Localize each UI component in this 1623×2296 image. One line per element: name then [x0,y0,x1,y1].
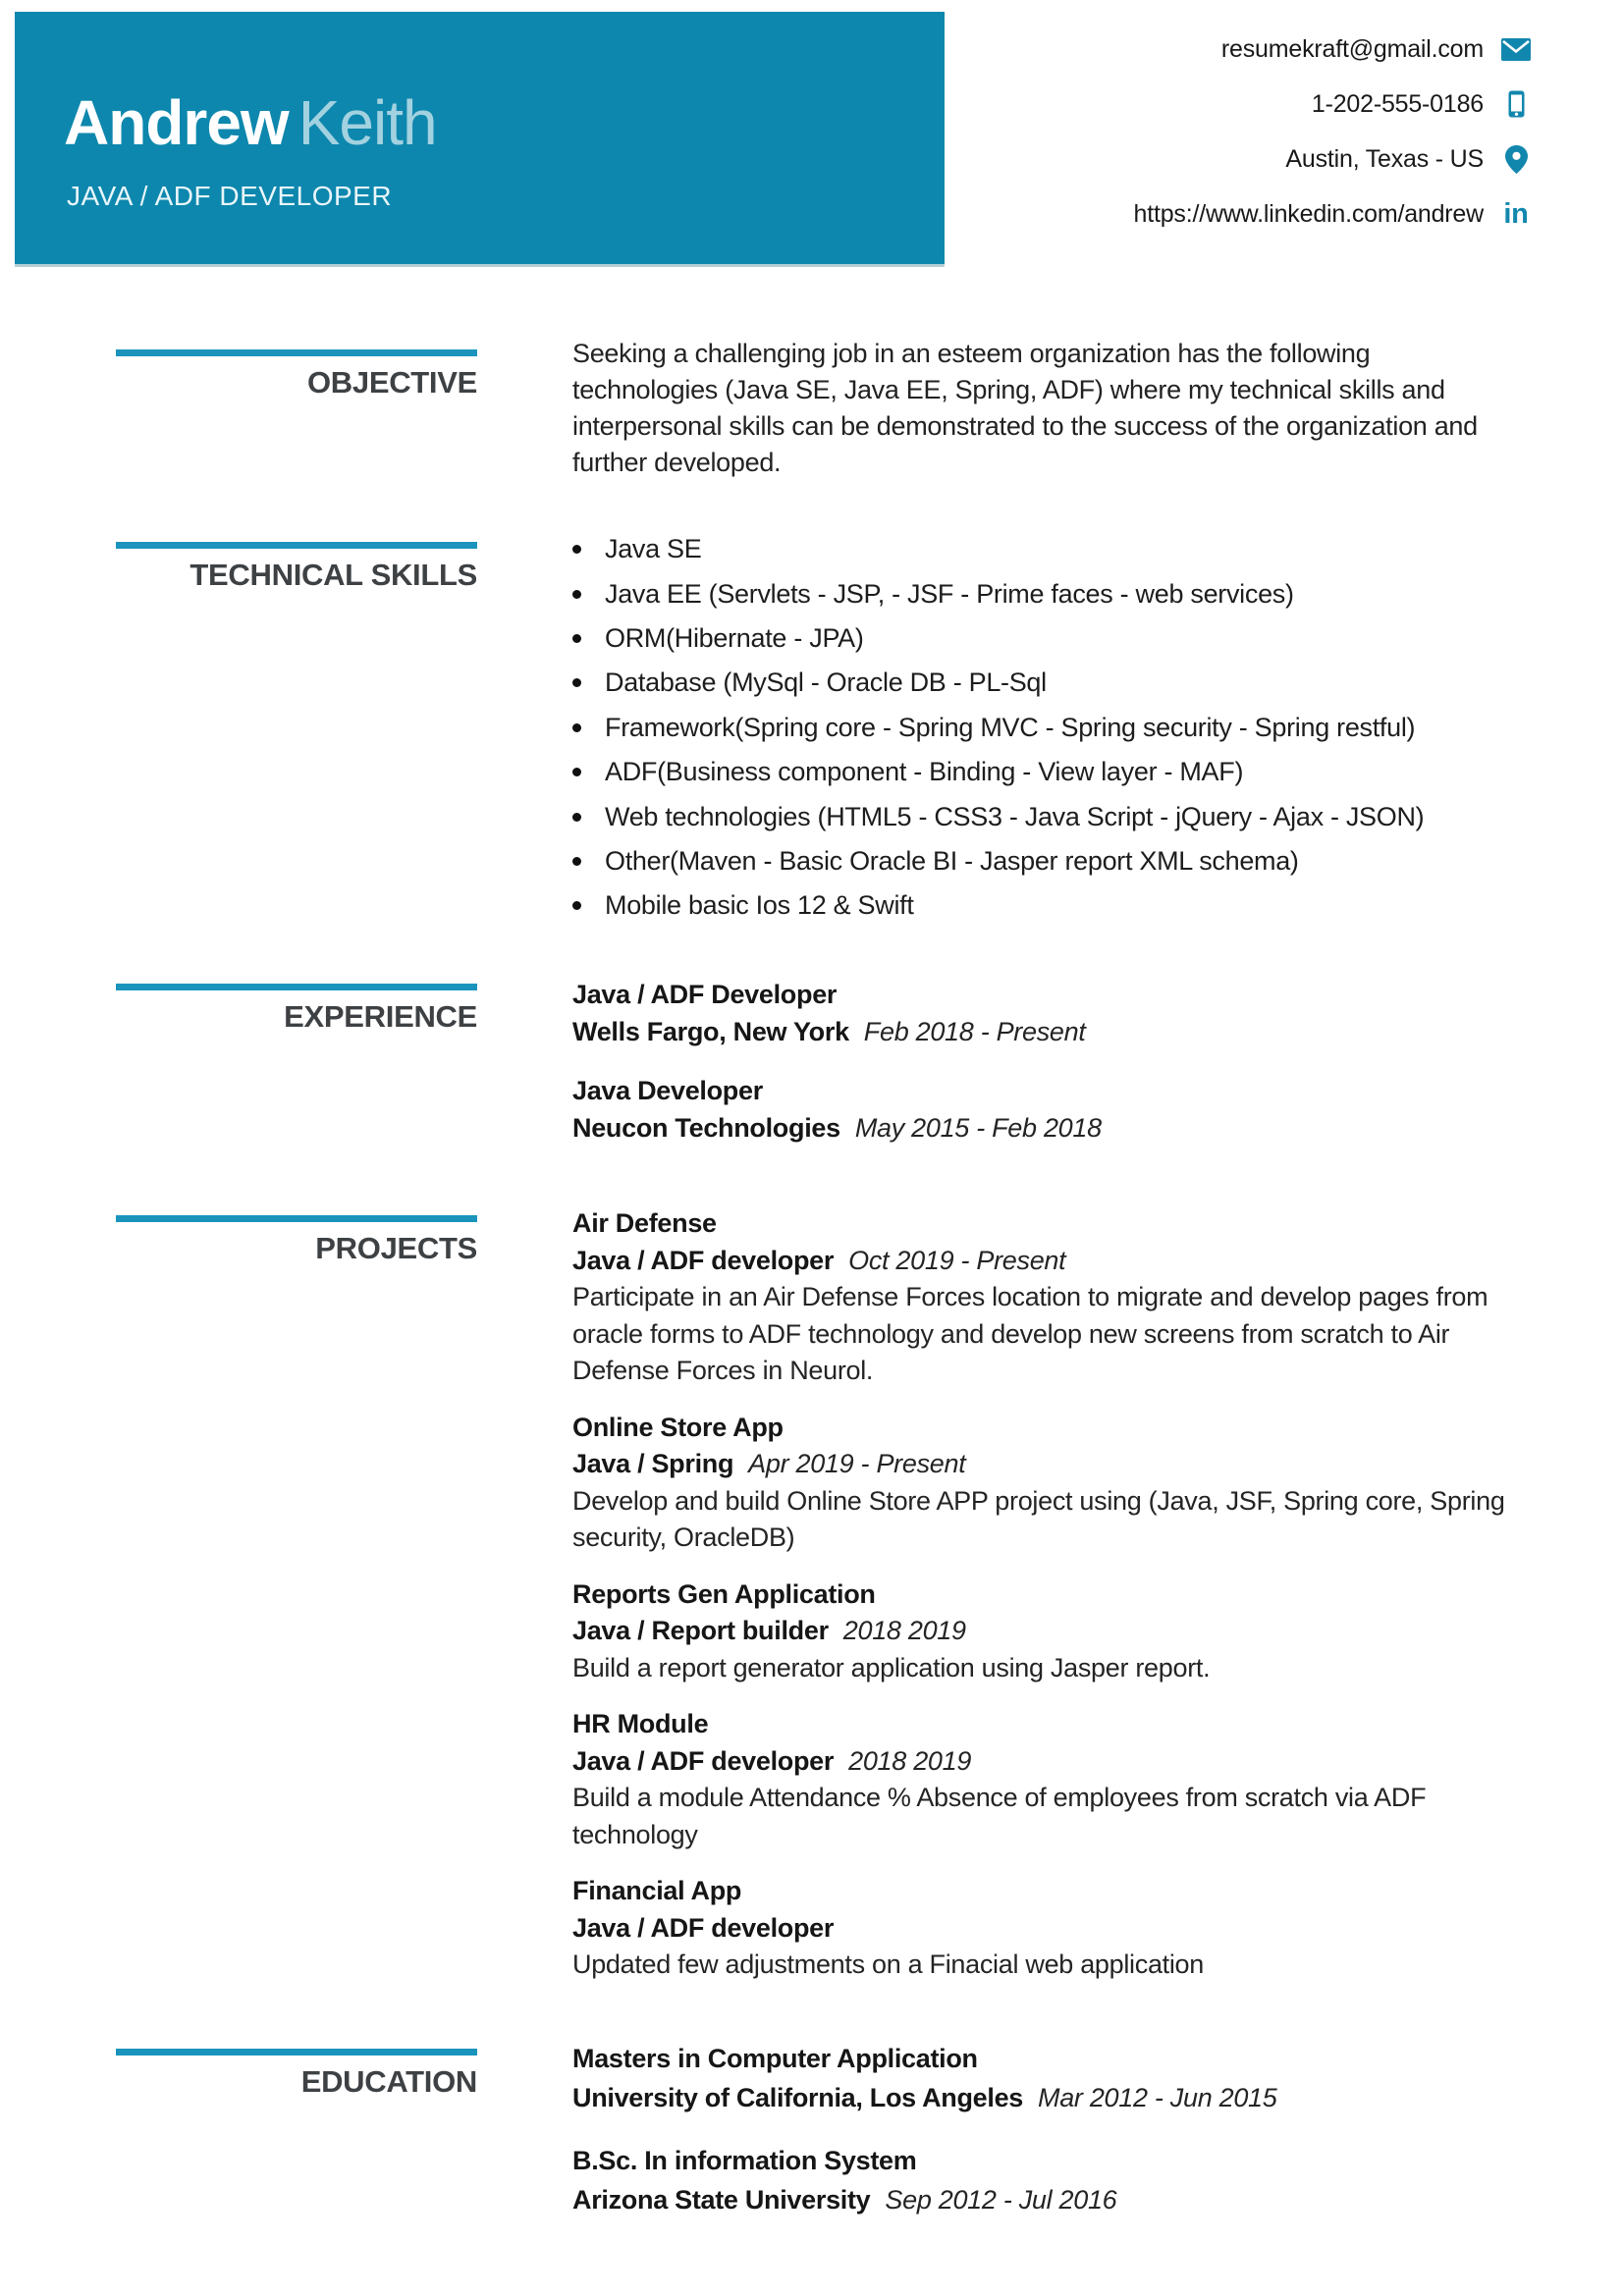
project-dates: 2018 2019 [848,1745,972,1776]
contact-info [1134,22,1532,241]
experience-entry [572,976,1102,1050]
project-dates: Apr 2019 - Present [748,1449,966,1478]
project-role: Java / ADF developer [572,1912,835,1943]
mail-icon [1500,38,1532,61]
company-name: Neucon Technologies [572,1113,840,1143]
project-role: Java / Report builder [572,1616,829,1645]
skill-item: Java EE (Servlets - JSP, - JSF - Prime faces - web services) [572,571,1424,615]
education-entry [572,2039,1276,2117]
skill-item: Other(Maven - Basic Oracle BI - Jasper report XML schema) [572,839,1424,883]
project-role: Java / ADF developer [572,1745,835,1776]
location-icon [1500,145,1532,174]
heading-rule [116,542,477,549]
skills-list [572,527,1424,929]
job-dates: May 2015 - Feb 2018 [854,1113,1102,1143]
section-education-heading [116,2049,477,2100]
job-title-line: Java Developer [572,1076,763,1105]
contact-row-email [1134,22,1532,77]
phone-icon [1500,90,1532,118]
last-name: Keith [298,87,437,158]
experience-list [572,976,1102,1168]
header-band [15,12,945,264]
projects-list [572,1205,1535,2003]
project-description: Build a report generator application using Jasper report. [572,1652,1211,1682]
school-name: University of California, Los Angeles [572,2083,1024,2112]
job-dates: Feb 2018 - Present [863,1017,1086,1046]
project-name: Online Store App [572,1412,784,1442]
project-description: Participate in an Air Defense Forces location to migrate and develop pages from oracle forms to ADF technology and develop new screens from scratch to Air Defense Forces in Neurol. [572,1282,1488,1385]
education-dates: Sep 2012 - Jul 2016 [885,2185,1117,2215]
section-heading: PROJECTS [315,1231,477,1265]
project-dates: 2018 2019 [842,1616,966,1645]
experience-entry [572,1072,1102,1147]
section-heading: TECHNICAL SKILLS [189,558,477,592]
project-dates: Oct 2019 - Present [848,1245,1066,1275]
degree-name: Masters in Computer Application [572,2044,978,2073]
location-text: Austin, Texas - US [1285,144,1484,173]
name [64,86,437,159]
education-entry [572,2141,1276,2219]
section-experience-heading [116,984,477,1035]
phone-text: 1-202-555-0186 [1311,89,1484,118]
education-list [572,2039,1276,2243]
degree-name: B.Sc. In information System [572,2146,917,2175]
project-role: Java / Spring [572,1449,734,1478]
section-projects-heading [116,1215,477,1266]
skill-item: ORM(Hibernate - JPA) [572,616,1424,661]
project-description: Develop and build Online Store APP project using (Java, JSF, Spring core, Spring security, OracleDB) [572,1485,1505,1552]
project-name: Financial App [572,1876,742,1905]
project-entry [572,1205,1535,1390]
heading-rule [116,349,477,356]
project-description: Build a module Attendance % Absence of employees from scratch via ADF technology [572,1783,1427,1849]
section-objective-heading [116,349,477,400]
skill-item: Framework(Spring core - Spring MVC - Spring security - Spring restful) [572,706,1424,750]
contact-row-linkedin [1134,187,1532,241]
project-role: Java / ADF developer [572,1245,835,1275]
project-entry [572,1410,1535,1557]
section-heading: OBJECTIVE [306,365,477,400]
email-text[interactable]: resumekraft@gmail.com [1220,34,1484,63]
skill-item: ADF(Business component - Binding - View layer - MAF) [572,750,1424,794]
section-heading: EDUCATION [300,2064,477,2099]
company-name: Wells Fargo, New York [572,1017,849,1046]
contact-row-phone [1134,77,1532,132]
heading-rule [116,1215,477,1222]
objective-text: Seeking a challenging job in an esteem organization has the following technologies (Java SE, Java EE, Spring, ADF) where my technical skills and interpersonal skills can be demonstrated to the success of the organization and further developed. [572,339,1478,477]
project-description: Updated few adjustments on a Finacial web application [572,1949,1204,1979]
linkedin-url[interactable]: https://www.linkedin.com/andrew [1133,199,1484,228]
skill-item: Java SE [572,527,1424,571]
school-name: Arizona State University [572,2185,871,2215]
first-name: Andrew [64,87,289,158]
section-skills-heading [116,542,477,593]
skill-item: Web technologies (HTML5 - CSS3 - Java Script - jQuery - Ajax - JSON) [572,794,1424,838]
project-name: Air Defense [572,1208,717,1238]
project-entry [572,1576,1535,1687]
section-heading: EXPERIENCE [284,999,477,1034]
skill-item: Mobile basic Ios 12 & Swift [572,883,1424,928]
project-entry [572,1873,1535,1984]
job-title-line: Java / ADF Developer [572,980,838,1009]
heading-rule [116,984,477,990]
project-name: HR Module [572,1709,709,1738]
project-name: Reports Gen Application [572,1578,876,1609]
heading-rule [116,2049,477,2056]
skill-item: Database (MySql - Oracle DB - PL-Sql [572,661,1424,705]
linkedin-icon: in [1503,197,1529,230]
education-dates: Mar 2012 - Jun 2015 [1038,2083,1277,2112]
contact-row-location [1134,132,1532,187]
project-entry [572,1706,1535,1853]
job-title: JAVA / ADF DEVELOPER [67,181,393,211]
